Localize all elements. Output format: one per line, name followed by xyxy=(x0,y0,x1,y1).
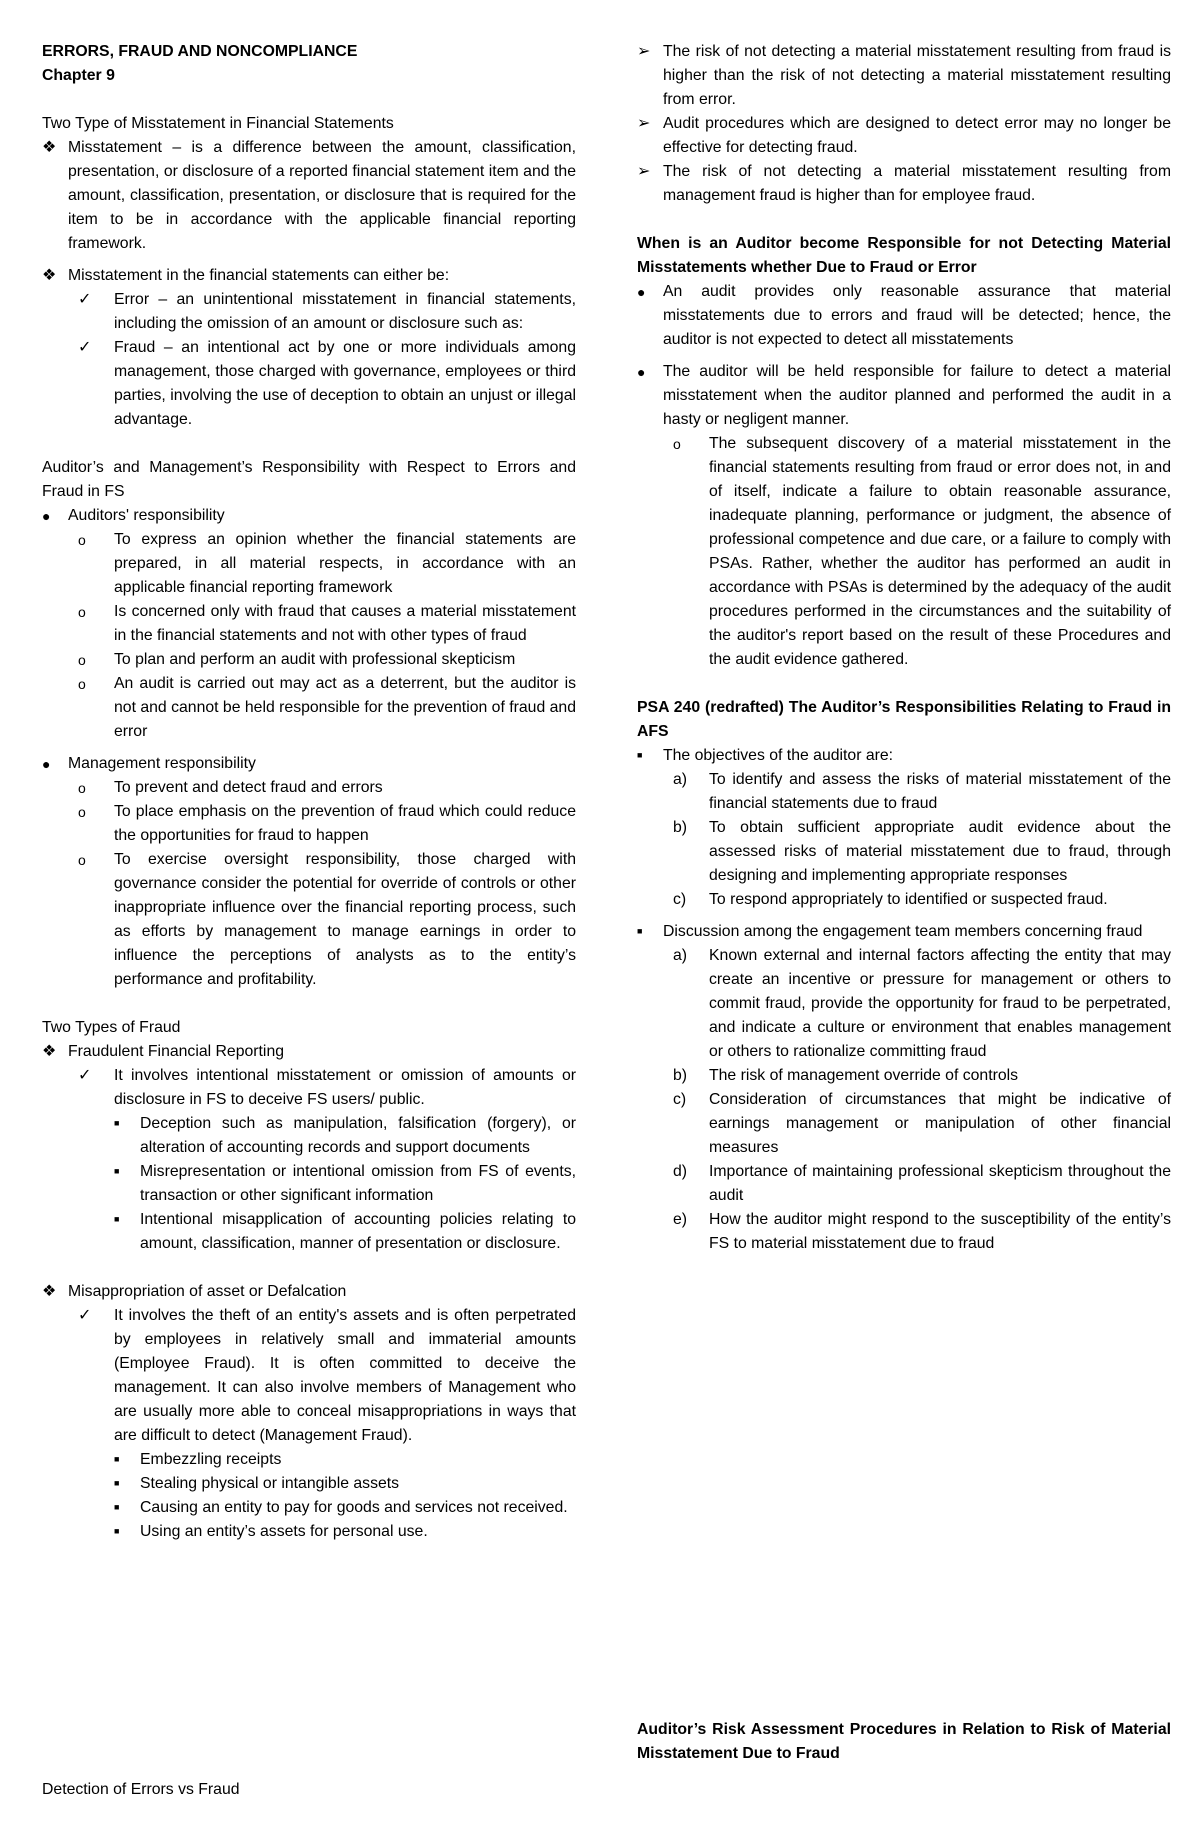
detection-item: The risk of not detecting a material misstatement resulting from fraud is higher than the risk of not detecting a material misstatement resulting from error. xyxy=(663,43,1171,108)
bullet-icon: ● xyxy=(637,284,646,300)
diamond-bullet-icon: ❖ xyxy=(42,267,57,284)
list-item xyxy=(42,1160,576,1208)
list-item xyxy=(42,504,576,528)
checkmark-icon: ✓ xyxy=(78,291,92,308)
list-item xyxy=(637,920,1171,944)
objective-item: To identify and assess the risks of material misstatement of the financial statements due to fraud xyxy=(709,771,1171,812)
fraud-definition: Fraud – an intentional act by one or more individuals among management, those charged with governance, employees or third parties, involving the use of deception to obtain an unjust or illegal advantage. xyxy=(114,339,576,428)
when-subitem: The subsequent discovery of a material misstatement in the financial statements resulting from fraud or error does not, in and of itself, indicate a failure to obtain reasonable assurance, inadequate planning, performance or judgment, the absence of professional competence and due care, or a failure to comply with PSAs. Rather, whether the auditor has performed an audit in accordance with PSAs is determined by the adequacy of the audit procedures performed in the circumstances and the suitability of the auditor's report based on the result of these Procedures and the audit evidence gathered. xyxy=(709,435,1171,668)
list-item xyxy=(42,848,576,992)
misstatement-either: Misstatement in the financial statements can either be: xyxy=(68,267,450,284)
list-item xyxy=(42,776,576,800)
square-bullet-icon: ■ xyxy=(637,926,643,936)
auditors-item: To plan and perform an audit with professional skepticism xyxy=(114,651,516,668)
list-item xyxy=(637,1160,1171,1208)
list-item xyxy=(637,816,1171,888)
list-item xyxy=(637,768,1171,816)
list-item xyxy=(637,280,1171,352)
list-item xyxy=(42,1496,576,1520)
list-marker: c) xyxy=(673,1091,687,1108)
list-item xyxy=(42,1112,576,1160)
list-item xyxy=(637,1208,1171,1256)
list-item xyxy=(637,360,1171,432)
list-marker: b) xyxy=(673,819,688,836)
list-item xyxy=(637,888,1171,912)
management-responsibility-label: Management responsibility xyxy=(68,755,256,772)
list-marker: e) xyxy=(673,1211,688,1228)
arrow-bullet-icon: ➢ xyxy=(637,115,651,132)
arrow-bullet-icon: ➢ xyxy=(637,43,651,60)
list-item xyxy=(42,1280,576,1304)
moa-item: Embezzling receipts xyxy=(140,1451,282,1468)
risk-assessment-heading: Auditor’s Risk Assessment Procedures in Relation to Risk of Material Misstatement Due to Fraud xyxy=(637,1721,1171,1762)
auditors-item: Is concerned only with fraud that causes a material misstatement in the financial statements and not with other types of fraud xyxy=(114,603,576,644)
misstatement-definition: Misstatement – is a difference between the amount, classification, presentation, or disclosure of a reported financial statement item and the amount, classification, presentation, or disclosure that is required for the item to be in accordance with the applicable financial reporting framework. xyxy=(68,139,576,252)
list-item xyxy=(42,336,576,432)
left-column xyxy=(42,40,576,1544)
ffr-label: Fraudulent Financial Reporting xyxy=(68,1043,285,1060)
list-marker: a) xyxy=(673,771,688,788)
list-item xyxy=(637,432,1171,672)
list-item xyxy=(42,1448,576,1472)
moa-item: Stealing physical or intangible assets xyxy=(140,1475,400,1492)
chapter-label: Chapter 9 xyxy=(42,67,115,84)
checkmark-icon: ✓ xyxy=(78,1307,92,1324)
list-item xyxy=(42,136,576,256)
discussion-item: How the auditor might respond to the susceptibility of the entity’s FS to material misstatement due to fraud xyxy=(709,1211,1171,1252)
list-item xyxy=(42,1040,576,1064)
list-item xyxy=(42,264,576,288)
auditors-item: To express an opinion whether the financial statements are prepared, in all material respects, in accordance with an applicable financial reporting framework xyxy=(114,531,576,596)
discussion-item: Consideration of circumstances that might be indicative of earnings management or manipulation of other financial measures xyxy=(709,1091,1171,1156)
ffr-item: Intentional misapplication of accounting policies relating to amount, classification, manner of presentation or disclosure. xyxy=(140,1211,576,1252)
psa-heading: PSA 240 (redrafted) The Auditor’s Responsibilities Relating to Fraud in AFS xyxy=(637,699,1171,740)
list-item xyxy=(42,600,576,648)
square-bullet-icon: ■ xyxy=(114,1454,120,1464)
list-item xyxy=(637,944,1171,1064)
square-bullet-icon: ■ xyxy=(637,750,643,760)
list-item xyxy=(42,288,576,336)
ffr-item: Deception such as manipulation, falsification (forgery), or alteration of accounting records and support documents xyxy=(140,1115,576,1156)
right-column xyxy=(637,40,1171,1256)
square-bullet-icon: ■ xyxy=(114,1214,120,1224)
circle-bullet-icon: o xyxy=(78,676,86,692)
arrow-bullet-icon: ➢ xyxy=(637,163,651,180)
list-marker: c) xyxy=(673,891,687,908)
list-marker: d) xyxy=(673,1163,688,1180)
diamond-bullet-icon: ❖ xyxy=(42,139,57,156)
misstatement-heading: Two Type of Misstatement in Financial Statements xyxy=(42,115,394,132)
list-item xyxy=(42,1520,576,1544)
moa-label: Misappropriation of asset or Defalcation xyxy=(68,1283,347,1300)
list-item xyxy=(42,1304,576,1448)
square-bullet-icon: ■ xyxy=(114,1478,120,1488)
circle-bullet-icon: o xyxy=(78,652,86,668)
square-bullet-icon: ■ xyxy=(114,1502,120,1512)
when-item: The auditor will be held responsible for failure to detect a material misstatement when the auditor planned and performed the audit in a hasty or negligent manner. xyxy=(663,363,1171,428)
list-item xyxy=(42,672,576,744)
list-item xyxy=(42,800,576,848)
discussion-item: Importance of maintaining professional skepticism throughout the audit xyxy=(709,1163,1171,1204)
responsibility-heading: Auditor’s and Management’s Responsibility with Respect to Errors and Fraud in FS xyxy=(42,459,576,500)
square-bullet-icon: ■ xyxy=(114,1118,120,1128)
circle-bullet-icon: o xyxy=(673,436,681,452)
list-item xyxy=(42,1208,576,1256)
square-bullet-icon: ■ xyxy=(114,1526,120,1536)
management-item: To place emphasis on the prevention of fraud which could reduce the opportunities for fraud to happen xyxy=(114,803,576,844)
circle-bullet-icon: o xyxy=(78,852,86,868)
circle-bullet-icon: o xyxy=(78,604,86,620)
checkmark-icon: ✓ xyxy=(78,339,92,356)
list-item xyxy=(42,1064,576,1112)
when-item: An audit provides only reasonable assurance that material misstatements due to errors and fraud will be detected; hence, the auditor is not expected to detect all misstatements xyxy=(663,283,1171,348)
circle-bullet-icon: o xyxy=(78,532,86,548)
list-item xyxy=(42,648,576,672)
list-item xyxy=(42,528,576,600)
moa-item: Causing an entity to pay for goods and services not received. xyxy=(140,1499,568,1516)
objectives-label: The objectives of the auditor are: xyxy=(663,747,894,764)
bullet-icon: ● xyxy=(42,508,51,524)
error-definition: Error – an unintentional misstatement in financial statements, including the omission of an amount or disclosure such as: xyxy=(114,291,576,332)
detection-item: The risk of not detecting a material misstatement resulting from management fraud is higher than for employee fraud. xyxy=(663,163,1171,204)
diamond-bullet-icon: ❖ xyxy=(42,1043,57,1060)
discussion-item: The risk of management override of controls xyxy=(709,1067,1019,1084)
ffr-description: It involves intentional misstatement or omission of amounts or disclosure in FS to deceive FS users/ public. xyxy=(114,1067,576,1108)
checkmark-icon: ✓ xyxy=(78,1067,92,1084)
management-item: To prevent and detect fraud and errors xyxy=(114,779,383,796)
list-item xyxy=(637,160,1171,208)
when-heading: When is an Auditor become Responsible for not Detecting Material Misstatements whether Due to Fraud or Error xyxy=(637,235,1171,276)
fraud-types-heading: Two Types of Fraud xyxy=(42,1019,181,1036)
list-item xyxy=(637,1064,1171,1088)
objective-item: To respond appropriately to identified or suspected fraud. xyxy=(709,891,1108,908)
discussion-label: Discussion among the engagement team members concerning fraud xyxy=(663,923,1143,940)
moa-item: Using an entity’s assets for personal use. xyxy=(140,1523,428,1540)
doc-title: ERRORS, FRAUD AND NONCOMPLIANCE xyxy=(42,43,358,60)
diamond-bullet-icon: ❖ xyxy=(42,1283,57,1300)
objective-item: To obtain sufficient appropriate audit evidence about the assessed risks of material misstatement due to fraud, through designing and implementing appropriate responses xyxy=(709,819,1171,884)
auditors-responsibility-label: Auditors' responsibility xyxy=(68,507,225,524)
list-item xyxy=(637,40,1171,112)
circle-bullet-icon: o xyxy=(78,804,86,820)
list-item xyxy=(637,744,1171,768)
square-bullet-icon: ■ xyxy=(114,1166,120,1176)
detection-heading: Detection of Errors vs Fraud xyxy=(42,1781,240,1798)
bullet-icon: ● xyxy=(42,756,51,772)
management-item: To exercise oversight responsibility, those charged with governance consider the potential for override of controls or other inappropriate influence over the financial reporting process, such as efforts by management to manage earnings in order to influence the perceptions of analysts as to the entity’s performance and profitability. xyxy=(114,851,576,988)
list-marker: b) xyxy=(673,1067,688,1084)
discussion-item: Known external and internal factors affecting the entity that may create an incentive or pressure for management or others to commit fraud, provide the opportunity for fraud to be perpetrated, and indicate a culture or environment that enables management or others to rationalize committing fraud xyxy=(709,947,1171,1060)
auditors-item: An audit is carried out may act as a deterrent, but the auditor is not and cannot be held responsible for the prevention of fraud and error xyxy=(114,675,576,740)
list-item xyxy=(637,1088,1171,1160)
bullet-icon: ● xyxy=(637,364,646,380)
ffr-item: Misrepresentation or intentional omission from FS of events, transaction or other significant information xyxy=(140,1163,576,1204)
moa-description: It involves the theft of an entity's assets and is often perpetrated by employees in relatively small and immaterial amounts (Employee Fraud). It is often committed to deceive the management. It can also involve members of Management who are usually more able to conceal misappropriations in ways that are difficult to detect (Management Fraud). xyxy=(114,1307,576,1444)
list-item xyxy=(42,1472,576,1496)
circle-bullet-icon: o xyxy=(78,780,86,796)
detection-item: Audit procedures which are designed to detect error may no longer be effective for detecting fraud. xyxy=(663,115,1171,156)
list-item xyxy=(42,752,576,776)
list-item xyxy=(637,112,1171,160)
list-marker: a) xyxy=(673,947,688,964)
